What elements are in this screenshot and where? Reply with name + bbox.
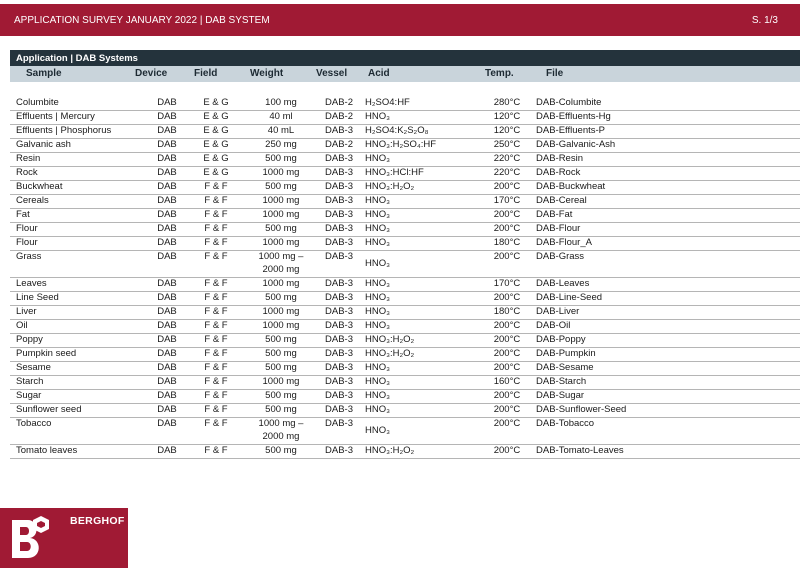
cell-vessel: DAB-3 (325, 418, 353, 429)
cell-acid: HNO₃ (365, 195, 390, 206)
cell-device: DAB (157, 320, 177, 331)
cell-temp: 200°C (493, 362, 521, 373)
column-header-field: Field (194, 68, 218, 79)
cell-temp: 160°C (493, 376, 521, 387)
cell-file: DAB-Flour_A (536, 237, 592, 248)
cell-field: F & F (204, 251, 228, 262)
cell-device: DAB (157, 278, 177, 289)
cell-sample: Tobacco (16, 418, 52, 429)
cell-file: DAB-Sesame (536, 362, 594, 373)
cell-weight: 500 mg (265, 390, 297, 401)
cell-device: DAB (157, 181, 177, 192)
cell-temp: 170°C (493, 195, 521, 206)
cell-file: DAB-Flour (536, 223, 581, 234)
cell-temp: 200°C (493, 223, 521, 234)
cell-acid: HNO₃:H₂O₂ (365, 445, 415, 456)
cell-sample: Oil (16, 320, 28, 331)
cell-temp: 120°C (493, 111, 521, 122)
cell-device: DAB (157, 306, 177, 317)
cell-field: F & F (204, 237, 228, 248)
cell-acid: HNO₃ (365, 278, 390, 289)
cell-file: DAB-Resin (536, 153, 583, 164)
page-number: S. 1/3 (751, 14, 778, 26)
cell-temp: 180°C (493, 306, 521, 317)
cell-file: DAB-Buckwheat (536, 181, 606, 192)
cell-acid: HNO₃ (365, 320, 390, 331)
cell-file: DAB-Grass (536, 251, 585, 262)
cell-field: F & F (204, 209, 228, 220)
cell-sample: Sesame (16, 362, 51, 373)
berghof-logo (0, 508, 128, 568)
cell-weight-continued: 2000 mg (262, 264, 300, 275)
cell-acid: HNO₃ (365, 362, 390, 373)
column-header-weight: Weight (250, 68, 284, 79)
cell-vessel: DAB-2 (325, 111, 353, 122)
cell-temp: 170°C (493, 278, 521, 289)
cell-weight: 1000 mg (262, 278, 300, 289)
cell-weight: 500 mg (265, 445, 297, 456)
cell-vessel: DAB-3 (325, 167, 353, 178)
table-row (10, 361, 800, 376)
cell-device: DAB (157, 418, 177, 429)
table-row (10, 389, 800, 404)
cell-field: F & F (204, 376, 228, 387)
cell-vessel: DAB-3 (325, 278, 353, 289)
cell-acid: HNO₃ (365, 111, 390, 122)
cell-vessel: DAB-3 (325, 209, 353, 220)
cell-temp: 200°C (493, 334, 521, 345)
cell-temp: 200°C (493, 181, 521, 192)
cell-vessel: DAB-3 (325, 404, 353, 415)
cell-vessel: DAB-3 (325, 334, 353, 345)
cell-vessel: DAB-2 (325, 97, 353, 108)
cell-temp: 220°C (493, 167, 521, 178)
table-row (10, 291, 800, 306)
document-header-bar (0, 4, 800, 36)
cell-weight: 500 mg (265, 292, 297, 303)
cell-file: DAB-Pumpkin (536, 348, 596, 359)
cell-field: F & F (204, 195, 228, 206)
document-title: APPLICATION SURVEY JANUARY 2022 | DAB SYSTEM (14, 14, 270, 26)
cell-sample: Grass (16, 251, 42, 262)
cell-temp: 200°C (493, 209, 521, 220)
table-row (10, 96, 800, 111)
cell-temp: 280°C (493, 97, 521, 108)
cell-weight: 1000 mg (262, 167, 300, 178)
cell-device: DAB (157, 97, 177, 108)
cell-vessel: DAB-3 (325, 445, 353, 456)
cell-acid: HNO₃ (365, 209, 390, 220)
cell-vessel: DAB-3 (325, 181, 353, 192)
cell-sample: Effluents | Mercury (16, 111, 95, 122)
cell-device: DAB (157, 139, 177, 150)
cell-temp: 200°C (493, 404, 521, 415)
cell-field: F & F (204, 334, 228, 345)
cell-field: E & G (203, 97, 229, 108)
table-row (10, 319, 800, 334)
table-row (10, 124, 800, 139)
cell-weight: 500 mg (265, 153, 297, 164)
table-row (10, 277, 800, 292)
cell-vessel: DAB-3 (325, 292, 353, 303)
cell-sample: Tomato leaves (16, 445, 78, 456)
cell-field: E & G (203, 111, 229, 122)
cell-weight: 1000 mg (262, 320, 300, 331)
cell-weight: 40 mL (267, 125, 295, 136)
cell-file: DAB-Liver (536, 306, 580, 317)
cell-device: DAB (157, 111, 177, 122)
cell-file: DAB-Starch (536, 376, 587, 387)
table-row (10, 152, 800, 167)
cell-weight: 500 mg (265, 404, 297, 415)
cell-temp: 250°C (493, 139, 521, 150)
table-row (10, 208, 800, 223)
cell-sample: Cereals (16, 195, 49, 206)
cell-temp: 200°C (493, 292, 521, 303)
cell-device: DAB (157, 209, 177, 220)
cell-sample: Pumpkin seed (16, 348, 77, 359)
cell-device: DAB (157, 153, 177, 164)
cell-vessel: DAB-3 (325, 153, 353, 164)
cell-field: E & G (203, 167, 229, 178)
cell-acid: HNO₃ (365, 153, 390, 164)
cell-acid: HNO₃:HCl:HF (365, 167, 424, 178)
cell-sample: Sunflower seed (16, 404, 82, 415)
cell-device: DAB (157, 292, 177, 303)
table-row (10, 250, 800, 278)
section-title-bar (10, 50, 800, 66)
cell-weight-continued: 2000 mg (262, 431, 300, 442)
cell-sample: Leaves (16, 278, 47, 289)
cell-acid: HNO₃ (365, 376, 390, 387)
cell-weight: 500 mg (265, 362, 297, 373)
cell-weight: 100 mg (265, 97, 297, 108)
cell-file: DAB-Sugar (536, 390, 585, 401)
column-header-device: Device (135, 68, 168, 79)
cell-sample: Rock (16, 167, 38, 178)
cell-device: DAB (157, 167, 177, 178)
cell-sample: Galvanic ash (16, 139, 71, 150)
cell-file: DAB-Rock (536, 167, 581, 178)
cell-device: DAB (157, 376, 177, 387)
cell-vessel: DAB-3 (325, 125, 353, 136)
cell-temp: 120°C (493, 125, 521, 136)
cell-sample: Starch (16, 376, 44, 387)
cell-temp: 200°C (493, 251, 521, 262)
cell-temp: 200°C (493, 418, 521, 429)
cell-file: DAB-Effluents-Hg (536, 111, 611, 122)
cell-temp: 200°C (493, 445, 521, 456)
cell-vessel: DAB-3 (325, 237, 353, 248)
cell-temp: 220°C (493, 153, 521, 164)
cell-weight: 1000 mg (262, 376, 300, 387)
cell-weight: 500 mg (265, 181, 297, 192)
cell-file: DAB-Oil (536, 320, 571, 331)
cell-field: F & F (204, 306, 228, 317)
cell-weight: 500 mg (265, 223, 297, 234)
cell-file: DAB-Effluents-P (536, 125, 605, 136)
cell-file: DAB-Sunflower-Seed (536, 404, 627, 415)
cell-file: DAB-Tobacco (536, 418, 595, 429)
cell-temp: 180°C (493, 237, 521, 248)
cell-field: F & F (204, 181, 228, 192)
table-row (10, 403, 800, 418)
cell-device: DAB (157, 223, 177, 234)
cell-sample: Buckwheat (16, 181, 63, 192)
cell-field: F & F (204, 223, 228, 234)
cell-weight: 1000 mg – (258, 418, 304, 429)
table-row (10, 347, 800, 362)
cell-acid: HNO₃ (365, 404, 390, 415)
cell-acid: HNO₃:H₂SO₄:HF (365, 139, 437, 150)
cell-acid: H₂SO4:HF (365, 97, 410, 108)
cell-device: DAB (157, 404, 177, 415)
cell-acid: HNO₃ (365, 223, 390, 234)
table-row (10, 110, 800, 125)
cell-sample: Flour (16, 237, 38, 248)
cell-acid: HNO₃ (365, 306, 390, 317)
cell-acid: HNO₃ (365, 292, 390, 303)
cell-acid: H₂SO4:K₂S₂O₈ (365, 125, 429, 136)
cell-device: DAB (157, 125, 177, 136)
cell-vessel: DAB-3 (325, 195, 353, 206)
berghof-logo-text: BERGHOF (70, 515, 125, 527)
table-row (10, 375, 800, 390)
cell-device: DAB (157, 348, 177, 359)
cell-acid: HNO₃:H₂O₂ (365, 181, 415, 192)
cell-field: F & F (204, 418, 228, 429)
column-header-sample: Sample (26, 68, 62, 79)
cell-file: DAB-Tomato-Leaves (536, 445, 624, 456)
cell-vessel: DAB-3 (325, 376, 353, 387)
cell-acid: HNO₃:H₂O₂ (365, 334, 415, 345)
cell-acid: HNO₃ (365, 237, 390, 248)
cell-device: DAB (157, 390, 177, 401)
cell-sample: Resin (16, 153, 41, 164)
cell-weight: 1000 mg – (258, 251, 304, 262)
cell-vessel: DAB-3 (325, 306, 353, 317)
cell-temp: 200°C (493, 348, 521, 359)
cell-field: F & F (204, 404, 228, 415)
cell-temp: 200°C (493, 320, 521, 331)
cell-sample: Line Seed (16, 292, 59, 303)
cell-field: F & F (204, 292, 228, 303)
cell-file: DAB-Poppy (536, 334, 586, 345)
cell-device: DAB (157, 195, 177, 206)
table-row (10, 444, 800, 459)
cell-weight: 1000 mg (262, 237, 300, 248)
cell-device: DAB (157, 251, 177, 262)
cell-weight: 500 mg (265, 334, 297, 345)
cell-sample: Columbite (16, 97, 59, 108)
cell-sample: Effluents | Phosphorus (16, 125, 112, 136)
table-column-headers (10, 66, 800, 82)
cell-sample: Flour (16, 223, 38, 234)
table-row (10, 166, 800, 181)
cell-field: F & F (204, 278, 228, 289)
cell-device: DAB (157, 362, 177, 373)
cell-vessel: DAB-3 (325, 251, 353, 262)
table-row (10, 222, 800, 237)
cell-device: DAB (157, 334, 177, 345)
cell-acid: HNO₃ (365, 425, 390, 436)
cell-field: F & F (204, 390, 228, 401)
cell-acid: HNO₃:H₂O₂ (365, 348, 415, 359)
column-header-acid: Acid (368, 68, 390, 79)
cell-weight: 500 mg (265, 348, 297, 359)
cell-field: F & F (204, 348, 228, 359)
cell-device: DAB (157, 237, 177, 248)
table-row (10, 194, 800, 209)
cell-vessel: DAB-3 (325, 390, 353, 401)
cell-acid: HNO₃ (365, 258, 390, 269)
cell-file: DAB-Fat (536, 209, 573, 220)
table-row (10, 305, 800, 320)
table-row (10, 417, 800, 445)
cell-device: DAB (157, 445, 177, 456)
cell-sample: Fat (16, 209, 30, 220)
berghof-logo-mark-icon (8, 514, 52, 562)
table-row (10, 180, 800, 195)
cell-vessel: DAB-2 (325, 139, 353, 150)
column-header-temp: Temp. (485, 68, 514, 79)
cell-field: E & G (203, 139, 229, 150)
table-row (10, 138, 800, 153)
cell-weight: 1000 mg (262, 306, 300, 317)
cell-file: DAB-Columbite (536, 97, 602, 108)
cell-acid: HNO₃ (365, 390, 390, 401)
cell-sample: Liver (16, 306, 37, 317)
cell-vessel: DAB-3 (325, 348, 353, 359)
cell-field: F & F (204, 362, 228, 373)
cell-weight: 250 mg (265, 139, 297, 150)
cell-weight: 1000 mg (262, 195, 300, 206)
cell-field: E & G (203, 153, 229, 164)
cell-field: E & G (203, 125, 229, 136)
column-header-vessel: Vessel (316, 68, 348, 79)
cell-file: DAB-Cereal (536, 195, 587, 206)
cell-sample: Sugar (16, 390, 42, 401)
cell-weight: 1000 mg (262, 209, 300, 220)
cell-weight: 40 ml (269, 111, 293, 122)
cell-vessel: DAB-3 (325, 320, 353, 331)
cell-temp: 200°C (493, 390, 521, 401)
cell-file: DAB-Leaves (536, 278, 590, 289)
table-row (10, 333, 800, 348)
cell-field: F & F (204, 320, 228, 331)
section-title: Application | DAB Systems (16, 52, 138, 64)
cell-sample: Poppy (16, 334, 43, 345)
cell-file: DAB-Galvanic-Ash (536, 139, 616, 150)
cell-vessel: DAB-3 (325, 223, 353, 234)
cell-vessel: DAB-3 (325, 362, 353, 373)
cell-file: DAB-Line-Seed (536, 292, 603, 303)
column-header-file: File (546, 68, 564, 79)
table-row (10, 236, 800, 251)
cell-field: F & F (204, 445, 228, 456)
